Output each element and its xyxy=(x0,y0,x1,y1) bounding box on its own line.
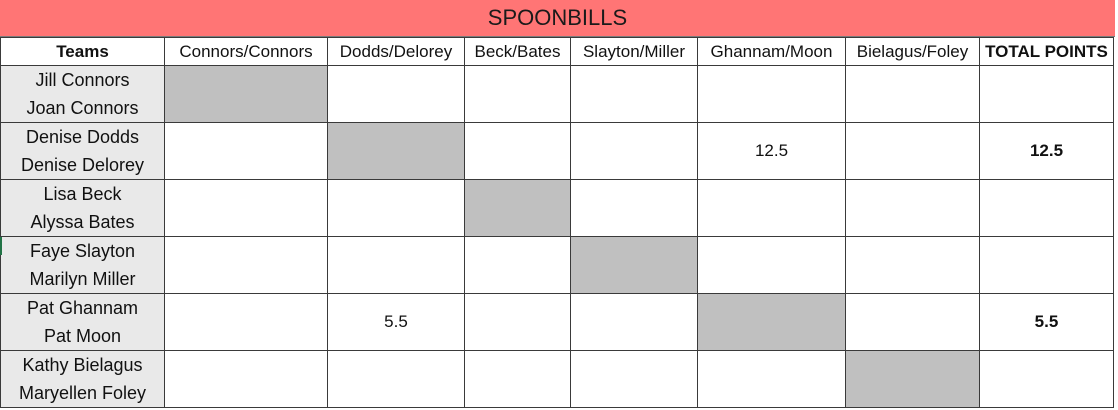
total-cell[interactable]: 5.5 xyxy=(980,294,1114,351)
score-cell[interactable] xyxy=(698,237,846,294)
table-row xyxy=(1,294,1114,351)
total-cell[interactable] xyxy=(980,66,1114,123)
table-row xyxy=(1,180,1114,237)
score-cell[interactable] xyxy=(571,351,698,408)
total-points-header[interactable]: TOTAL POINTS xyxy=(980,38,1114,66)
self-match-cell[interactable] xyxy=(698,294,846,351)
player-name: Pat Moon xyxy=(43,326,122,346)
player-name: Faye Slayton xyxy=(29,241,136,261)
score-cell[interactable] xyxy=(328,351,465,408)
score-cell[interactable]: 5.5 xyxy=(328,294,465,351)
score-cell[interactable] xyxy=(165,123,328,180)
score-cell[interactable] xyxy=(571,66,698,123)
self-match-cell[interactable] xyxy=(165,66,328,123)
points-grid xyxy=(0,37,1114,408)
total-cell[interactable] xyxy=(980,237,1114,294)
score-cell[interactable] xyxy=(698,180,846,237)
score-cell[interactable] xyxy=(698,351,846,408)
score-cell[interactable] xyxy=(165,294,328,351)
player-name: Kathy Bielagus xyxy=(22,355,143,375)
score-cell[interactable] xyxy=(328,180,465,237)
player-name: Alyssa Bates xyxy=(30,212,135,232)
score-cell[interactable] xyxy=(571,123,698,180)
column-header[interactable]: Ghannam/Moon xyxy=(698,38,846,66)
total-cell[interactable] xyxy=(980,180,1114,237)
score-cell[interactable] xyxy=(465,66,571,123)
score-cell[interactable] xyxy=(465,294,571,351)
score-cell[interactable] xyxy=(846,123,980,180)
table-row xyxy=(1,351,1114,408)
score-cell[interactable] xyxy=(328,66,465,123)
active-cell-marker xyxy=(0,237,2,255)
score-cell[interactable] xyxy=(571,294,698,351)
teams-header[interactable]: Teams xyxy=(1,38,165,66)
player-name: Joan Connors xyxy=(26,98,139,118)
player-name: Denise Dodds xyxy=(25,127,140,147)
total-cell[interactable] xyxy=(980,351,1114,408)
score-cell[interactable] xyxy=(465,351,571,408)
table-row xyxy=(1,66,1114,123)
player-name: Marilyn Miller xyxy=(29,269,136,289)
player-name: Lisa Beck xyxy=(43,184,122,204)
score-cell[interactable] xyxy=(846,294,980,351)
self-match-cell[interactable] xyxy=(328,123,465,180)
column-header[interactable]: Dodds/Delorey xyxy=(328,38,465,66)
score-cell[interactable] xyxy=(165,180,328,237)
total-cell[interactable]: 12.5 xyxy=(980,123,1114,180)
column-header[interactable]: Connors/Connors xyxy=(165,38,328,66)
player-name: Jill Connors xyxy=(35,70,130,90)
player-name: Pat Ghannam xyxy=(26,298,139,318)
self-match-cell[interactable] xyxy=(465,180,571,237)
score-cell[interactable] xyxy=(328,237,465,294)
self-match-cell[interactable] xyxy=(846,351,980,408)
team-cell[interactable] xyxy=(1,66,165,123)
score-cell[interactable] xyxy=(465,123,571,180)
table-row xyxy=(1,237,1114,294)
column-header[interactable]: Slayton/Miller xyxy=(571,38,698,66)
team-cell[interactable] xyxy=(1,123,165,180)
column-header[interactable]: Bielagus/Foley xyxy=(846,38,980,66)
score-cell[interactable] xyxy=(465,237,571,294)
table-row xyxy=(1,123,1114,180)
score-cell[interactable] xyxy=(846,66,980,123)
score-cell[interactable] xyxy=(165,237,328,294)
column-header[interactable]: Beck/Bates xyxy=(465,38,571,66)
score-cell[interactable] xyxy=(571,180,698,237)
player-name: Denise Delorey xyxy=(20,155,145,175)
score-cell[interactable] xyxy=(698,66,846,123)
score-cell[interactable] xyxy=(846,237,980,294)
score-cell[interactable] xyxy=(165,351,328,408)
score-cell[interactable]: 12.5 xyxy=(698,123,846,180)
header-row xyxy=(1,38,1114,66)
player-name: Maryellen Foley xyxy=(18,383,147,403)
team-cell[interactable] xyxy=(1,237,165,294)
team-cell[interactable] xyxy=(1,294,165,351)
team-cell[interactable] xyxy=(1,180,165,237)
team-cell[interactable] xyxy=(1,351,165,408)
sheet-title[interactable]: SPOONBILLS xyxy=(0,0,1115,37)
score-cell[interactable] xyxy=(846,180,980,237)
self-match-cell[interactable] xyxy=(571,237,698,294)
